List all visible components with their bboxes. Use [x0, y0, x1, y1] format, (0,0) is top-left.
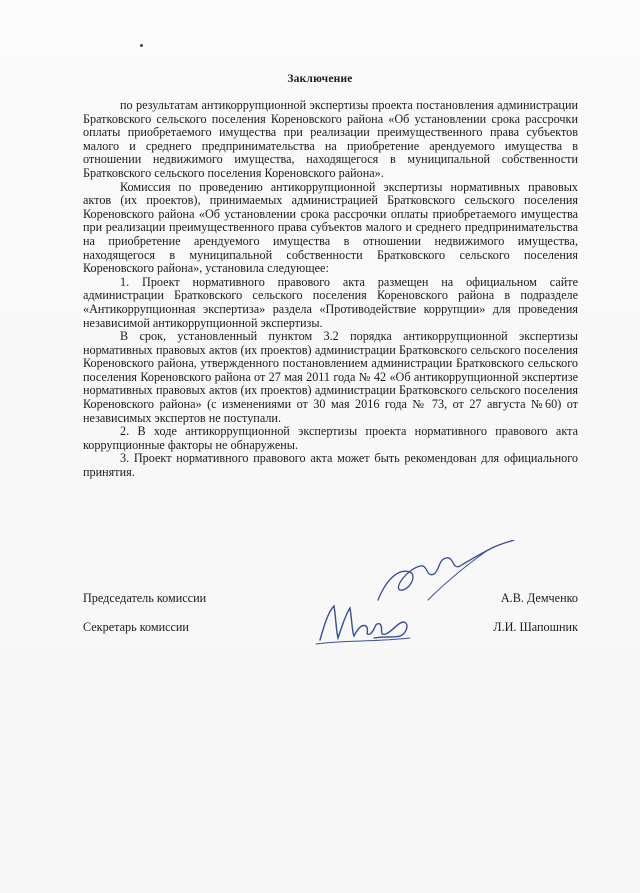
- intro-paragraph: по результатам антикоррупционной экспертизы проекта постановления администрации Братковского сельского поселения Кореновского района «Об установлении срока рассрочки оплаты приобретаемого имущества при реализации преимущественного права субъектов малого и среднего предпринимательства на приобретение арендуемого имущества в отношении недвижимого имущества, находящегося в муниципальной собственности Братковского сельского поселения Кореновского района».: [83, 98, 578, 180]
- chairman-name: А.В. Демченко: [500, 591, 578, 605]
- point-2-paragraph: 2. В ходе антикоррупционной экспертизы проекта нормативного правового акта коррупционные факторы не обнаружены.: [83, 424, 578, 452]
- point-1-paragraph: 1. Проект нормативного правового акта размещен на официальном сайте администрации Братковского сельского поселения Кореновского района в подразделе «Антикоррупционная экспертиза» раздела «Противодействие коррупции» для проведения независимой антикоррупционной экспертизы.: [83, 274, 578, 330]
- chairman-role: Председатель комиссии: [83, 591, 207, 605]
- document-body: [83, 99, 578, 480]
- commission-paragraph: Комиссия по проведению антикоррупционной экспертизы нормативных правовых актов (их проектов), принимаемых администрацией Братковского сельского поселения Кореновского района «Об установлении срока рассрочки оплаты приобретаемого имущества при реализации преимущественного права субъектов малого и среднего предпринимательства на приобретение арендуемого имущества в отношении недвижимого имущества, находящегося в муниципальной собственности Братковского сельского поселения Кореновского района», установила следующее:: [83, 179, 578, 276]
- secretary-role: Секретарь комиссии: [83, 620, 189, 634]
- point-3-paragraph: 3. Проект нормативного правового акта может быть рекомендован для официального принятия.: [83, 451, 578, 480]
- secretary-name: Л.И. Шапошник: [493, 620, 578, 634]
- scan-speck: [140, 44, 143, 47]
- document-title: Заключение: [287, 73, 353, 85]
- deadline-paragraph: В срок, установленный пунктом 3.2 порядка антикоррупционной экспертизы нормативных правовых актов (их проектов) администрации Братковского сельского поселения Кореновского района, утвержденного постановлением администрации Братковского сельского поселения Кореновского района от 27 мая 2011 года № 42 «Об антикоррупционной экспертизе нормативных правовых актов (их проектов) администрации Братковского сельского поселения Кореновского района» (с изменениями от 30 мая 2016 года № 73, от 27 августа №60) от независимых экспертов не поступали.: [83, 329, 578, 425]
- secretary-handwritten-signature: [314, 596, 414, 648]
